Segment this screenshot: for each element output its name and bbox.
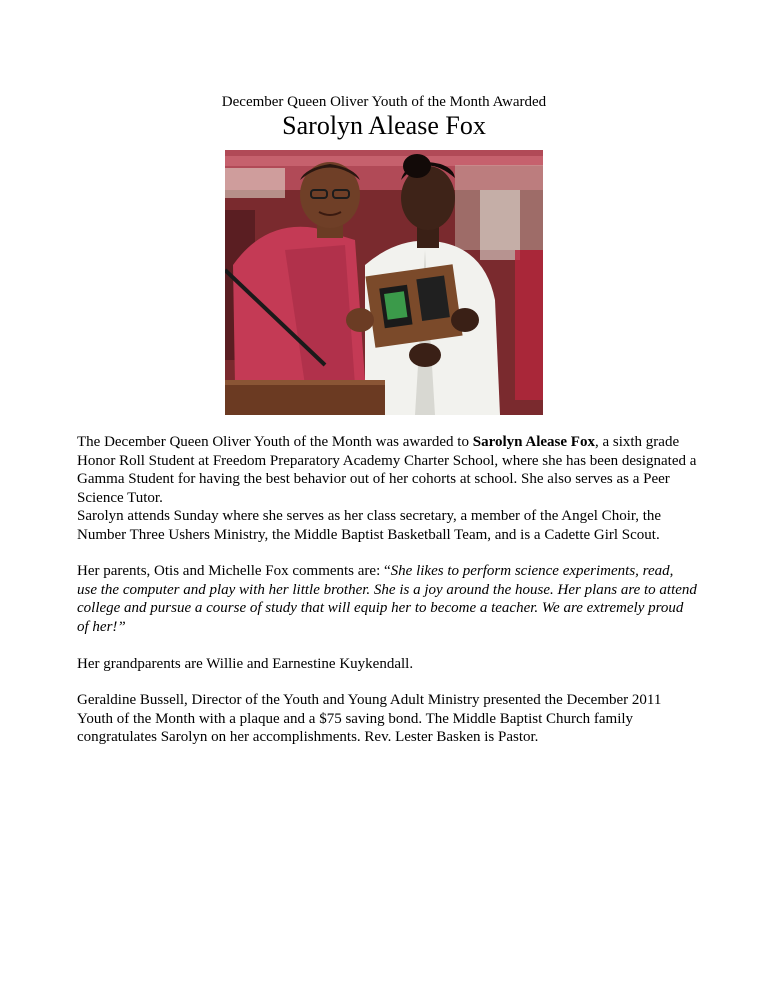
parents-intro: Her parents, Otis and Michelle Fox comments are: “ [77,563,391,579]
paragraph-parents-quote [77,562,697,636]
paragraph-grandparents: Her grandparents are Willie and Earnestine Kuykendall. [77,656,414,672]
parents-quote: She likes to perform science experiments, read, use the computer and play with her little brother. She is a joy around the house. Her plans are to attend college and pursue a course of study that will equip her to become a teacher. We are extremely proud of her!” [77,563,697,635]
paragraph-activities: Sarolyn attends Sunday where she serves as her class secretary, a member of the Angel Choir, the Number Three Ushers Ministry, the Middle Baptist Basketball Team, and is a Cadette Girl Scout. [77,508,662,543]
honoree-name: Sarolyn Alease Fox [472,434,595,450]
award-photo-illustration [225,150,543,415]
intro-text-before: The December Queen Oliver Youth of the Month was awarded to [77,434,473,450]
paragraph-presentation: Geraldine Bussell, Director of the Youth and Young Adult Ministry presented the December 2011 Youth of the Month with a plaque and a $75 saving bond. The Middle Baptist Church family congratulates Sarolyn on her accomplishments. Rev. Lester Basken is Pastor. [77,692,662,745]
award-photo [225,150,543,415]
article-title: Sarolyn Alease Fox [282,111,486,140]
article-kicker: December Queen Oliver Youth of the Month Awarded [221,94,547,110]
paragraph-intro [77,433,697,507]
intro-text-after: , a sixth grade Honor Roll Student at Freedom Preparatory Academy Charter School, where she has been designated a Gamma Student for having the best behavior out of her cohorts at school. She also serves as a Peer Science Tutor. [77,434,697,506]
